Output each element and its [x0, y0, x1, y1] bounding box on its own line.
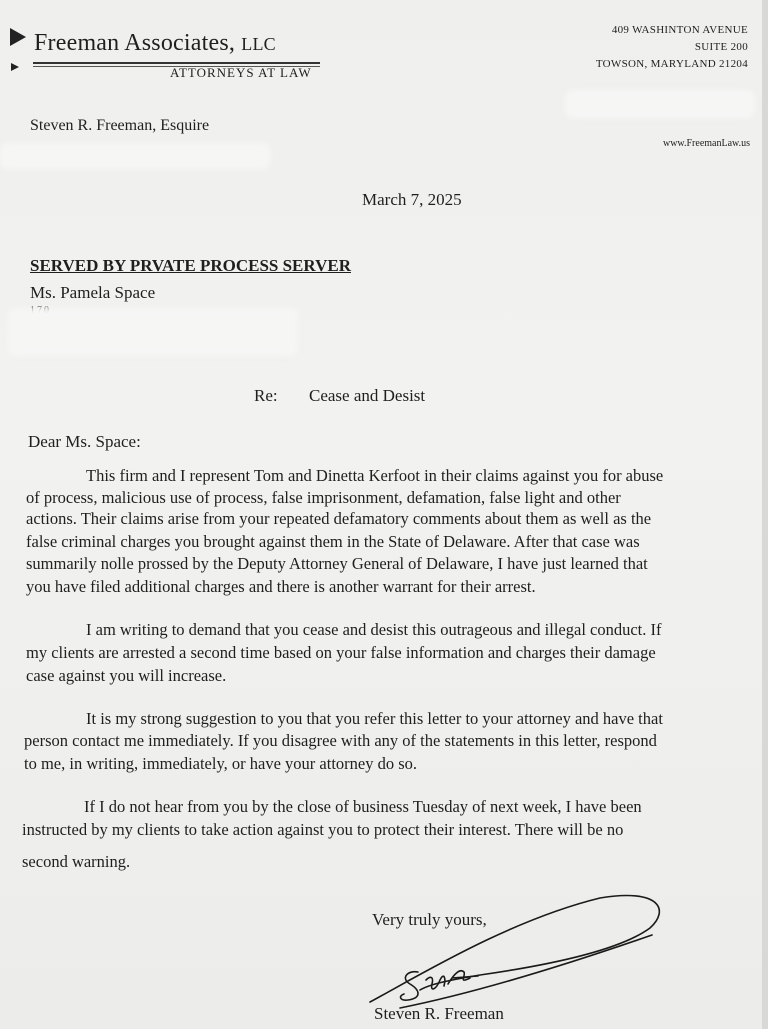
body-line: instructed by my clients to take action against you to protect their interest. There will be no: [22, 820, 624, 839]
body-line: If I do not hear from you by the close of business Tuesday of next week, I have been: [84, 797, 642, 816]
subject-label: Re:: [254, 386, 278, 405]
firm-name: [34, 30, 276, 57]
letterhead-arrow-small-icon: [11, 63, 19, 71]
attorney-name: Steven R. Freeman, Esquire: [30, 117, 210, 134]
page-edge: [762, 0, 768, 1029]
handwritten-signature: [360, 880, 680, 1020]
letterhead-arrow-large-icon: [10, 28, 26, 46]
letter-date: March 7, 2025: [362, 190, 462, 209]
redaction-blur: [8, 308, 298, 356]
letterhead-rule-top: [33, 62, 320, 64]
address-line-2: SUITE 200: [694, 41, 748, 53]
body-line: This firm and I represent Tom and Dinetta Kerfoot in their claims against you for abuse: [86, 466, 664, 485]
subject-text: Cease and Desist: [309, 386, 426, 405]
address-line-1: 409 WASHINTON AVENUE: [611, 24, 748, 36]
body-line: you have filed additional charges and there is another warrant for their arrest.: [26, 577, 536, 596]
firm-name-text: Freeman Associates,: [34, 30, 236, 56]
signature-name: Steven R. Freeman: [374, 1004, 504, 1023]
firm-website: www.FreemanLaw.us: [662, 138, 750, 149]
body-line: I am writing to demand that you cease and desist this outrageous and illegal conduct. If: [86, 620, 662, 639]
body-line: of process, malicious use of process, false imprisonment, defamation, false light and other: [26, 488, 621, 507]
body-line: to me, in writing, immediately, or have your attorney do so.: [24, 754, 418, 773]
body-line: summarily nolle prossed by the Deputy Attorney General of Delaware, I have just learned that: [26, 554, 648, 573]
redaction-blur: [0, 143, 270, 169]
firm-tagline: ATTORNEYS AT LAW: [170, 65, 312, 80]
body-line: second warning.: [22, 852, 131, 871]
body-line: false criminal charges you brought against them in the State of Delaware. After that case was: [26, 532, 640, 551]
body-line: It is my strong suggestion to you that you refer this letter to your attorney and have that: [86, 709, 663, 728]
body-line: my clients are arrested a second time based on your false information and charges their damage: [26, 643, 656, 662]
firm-suffix: LLC: [241, 34, 276, 54]
body-line: actions. Their claims arise from your repeated defamatory comments about them as well as the: [26, 509, 652, 528]
signature-initials-stroke: [401, 971, 478, 1000]
redaction-blur: [565, 90, 755, 118]
body-line: person contact me immediately. If you disagree with any of the statements in this letter, respond: [24, 731, 657, 750]
salutation: Dear Ms. Space:: [28, 432, 141, 451]
address-line-3: TOWSON, MARYLAND 21204: [595, 58, 748, 70]
recipient-name: Ms. Pamela Space: [30, 283, 156, 302]
body-line: case against you will increase.: [26, 666, 227, 685]
closing: Very truly yours,: [372, 910, 487, 929]
delivery-method: SERVED BY PRVATE PROCESS SERVER: [30, 256, 351, 275]
